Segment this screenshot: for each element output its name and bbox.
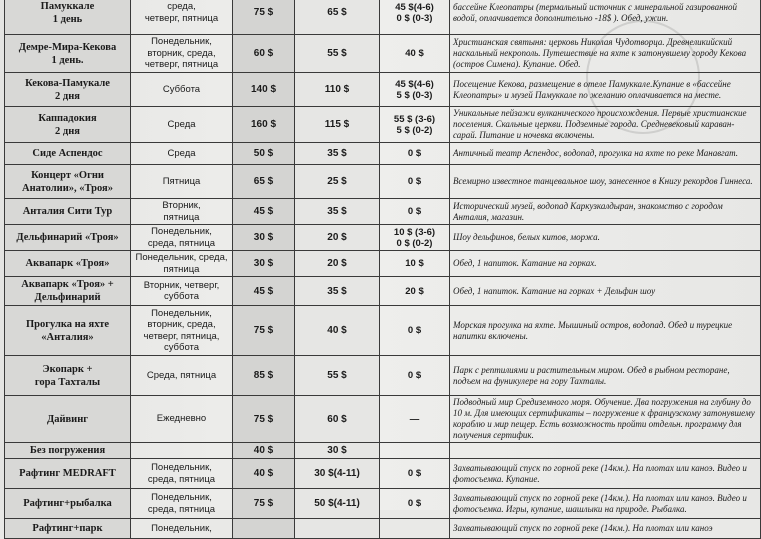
excursion-name-line: Демре-Мира-Кекова	[18, 41, 117, 53]
table-row	[5, 277, 761, 306]
excursion-days	[131, 0, 233, 35]
excursion-days	[131, 107, 233, 143]
price-kid-line: 0 $ (0-2)	[396, 237, 433, 249]
price-kid	[380, 489, 450, 519]
excursion-name	[5, 519, 131, 539]
excursion-days	[131, 73, 233, 107]
price-kid	[380, 356, 450, 396]
excursion-days-line: пятница	[163, 211, 200, 223]
table-row	[5, 519, 761, 539]
excursion-description: Античный театр Аспендос, водопад, прогулка на яхте по реке Манавгат.	[450, 143, 761, 165]
excursion-days	[131, 277, 233, 306]
excursion-days-line: Понедельник,	[151, 226, 212, 237]
excursion-name-line: Рафтинг+рыбалка	[23, 498, 112, 509]
price-kid	[380, 277, 450, 306]
excursion-name-line: 1 день	[52, 13, 83, 25]
excursion-days-line: Среда, пятница	[146, 369, 217, 381]
price-kid-line: 45 $(4-6)	[395, 78, 434, 90]
excursion-days-line: Понедельник, среда,	[135, 252, 228, 263]
price-adult: 30 $	[233, 225, 295, 251]
excursion-days-line: Среда	[167, 118, 196, 130]
price-adult: 40 $	[233, 459, 295, 489]
price-kid	[380, 306, 450, 356]
excursion-days-line: вторник, среда,	[147, 47, 216, 59]
excursion-days-line: суббота	[163, 342, 200, 353]
price-child: 20 $	[295, 251, 380, 277]
table-row	[5, 0, 761, 35]
price-adult: 160 $	[233, 107, 295, 143]
excursion-description: Обед, 1 напиток. Катание на горках.	[450, 251, 761, 277]
excursion-name	[5, 0, 131, 35]
excursion-name-line: Каппадокия	[38, 112, 97, 124]
excursion-days-line: среда, пятница	[147, 503, 216, 515]
price-child: 30 $	[295, 443, 380, 459]
excursion-days	[131, 143, 233, 165]
excursion-days	[131, 306, 233, 356]
excursion-days	[131, 165, 233, 199]
excursion-description: Захватывающий спуск по горной реке (14км.). На плотах или каноэ. Видео и фотосъемка. Купание.	[450, 459, 761, 489]
table-row	[5, 396, 761, 443]
excursion-days	[131, 443, 233, 459]
excursion-name	[5, 459, 131, 489]
price-kid-line: 55 $ (3-6)	[393, 113, 436, 125]
excursion-name-line: Без погружения	[29, 445, 106, 456]
excursion-description: бассейне Клеопатры (термальный источник с минеральной газированной водой, оплачивается дополнительно -18$ ). Обед, ужин.	[450, 0, 761, 35]
excursion-days-line: Вторник, четверг,	[143, 279, 220, 291]
price-kid-line: 0 $	[407, 176, 422, 187]
price-child: 60 $	[295, 396, 380, 443]
price-child: 30 $(4-11)	[295, 459, 380, 489]
price-adult: 75 $	[233, 0, 295, 35]
price-child: 35 $	[295, 199, 380, 225]
excursion-days-line: Суббота	[162, 83, 201, 95]
excursion-days-line: Понедельник,	[151, 462, 212, 473]
table-row	[5, 459, 761, 489]
excursion-days	[131, 356, 233, 396]
excursion-days-line: Вторник,	[162, 200, 201, 211]
excursion-days	[131, 225, 233, 251]
price-kid-line: 10 $	[405, 258, 424, 269]
excursion-name-line: Рафтинг+парк	[32, 523, 103, 534]
excursion-name-line: Рафтинг MEDRAFT	[19, 468, 116, 479]
table-row	[5, 143, 761, 165]
price-child: 35 $	[295, 143, 380, 165]
excursion-name	[5, 73, 131, 107]
price-child: 20 $	[295, 225, 380, 251]
table-row	[5, 165, 761, 199]
excursion-name-line: 2 дня	[55, 90, 80, 102]
excursion-description: Обед, 1 напиток. Катание на горках + Дельфин шоу	[450, 277, 761, 306]
price-adult	[233, 519, 295, 539]
price-kid	[380, 0, 450, 35]
excursion-description: Шоу дельфинов, белых китов, моржа.	[450, 225, 761, 251]
table-row	[5, 225, 761, 251]
excursion-name-line: гора Тахталы	[34, 376, 101, 388]
excursion-days	[131, 35, 233, 73]
excursion-description: Всемирно известное танцевальное шоу, занесенное в Книгу рекордов Гиннеса.	[450, 165, 761, 199]
price-kid-line: 0 $ (0-3)	[396, 12, 433, 24]
price-adult: 85 $	[233, 356, 295, 396]
table-row	[5, 251, 761, 277]
excursion-name-line: Дельфинарий «Троя»	[16, 232, 119, 243]
excursion-name-line: 1 день.	[51, 54, 84, 66]
excursion-days-line: Понедельник,	[151, 492, 212, 503]
excursion-name	[5, 225, 131, 251]
excursion-description: Парк с рептилиями и растительным миром. Обед в рыбном ресторане, подъем на фуникулере на гору Тахталы.	[450, 356, 761, 396]
excursion-name	[5, 35, 131, 73]
excursion-days-line: Среда	[167, 147, 196, 159]
excursion-days-line: вторник, среда,	[147, 319, 216, 330]
excursion-days-line: четверг, пятница	[144, 12, 219, 24]
excursion-name-line: Дайвинг	[46, 413, 89, 425]
price-adult: 50 $	[233, 143, 295, 165]
price-kid	[380, 165, 450, 199]
excursion-days	[131, 396, 233, 443]
table-row	[5, 306, 761, 356]
excursion-name-line: Анатолии», «Троя»	[22, 182, 113, 194]
price-adult: 45 $	[233, 277, 295, 306]
price-kid	[380, 459, 450, 489]
excursion-name-line: Анталия Сити Тур	[22, 206, 113, 217]
price-kid-line: 0 $	[407, 325, 422, 336]
excursion-days-line: Понедельник,	[151, 36, 212, 48]
excursion-name-line: Памуккале	[40, 0, 95, 12]
excursion-name-line: 2 дня	[55, 125, 80, 137]
excursion-name-line: Кекова-Памукале	[25, 77, 110, 89]
excursion-name	[5, 489, 131, 519]
price-kid-line: 10 $ (3-6)	[393, 226, 436, 238]
excursion-name	[5, 356, 131, 396]
price-kid-line: 0 $	[407, 468, 422, 479]
excursion-name-line: «Анталия»	[41, 331, 94, 343]
excursion-description: Захватывающий спуск по горной реке (14км.). На плотах или каноэ. Видео и фотосъемка. Игры, купание, шашлыки на природе. Рыбалка.	[450, 489, 761, 519]
excursion-description	[450, 443, 761, 459]
price-kid	[380, 199, 450, 225]
excursion-days	[131, 199, 233, 225]
price-kid	[380, 73, 450, 107]
price-adult: 140 $	[233, 73, 295, 107]
price-child: 65 $	[295, 0, 380, 35]
price-kid-line: —	[409, 413, 420, 425]
excursion-name	[5, 143, 131, 165]
excursion-name	[5, 277, 131, 306]
excursion-days-line: четверг, пятница,	[143, 330, 220, 342]
price-kid-line: 0 $	[407, 206, 422, 217]
excursion-name	[5, 306, 131, 356]
table-row	[5, 73, 761, 107]
excursion-days	[131, 489, 233, 519]
excursion-description: Исторический музей, водопад Каркузкалдыран, знакомство с городом Анталия, магазин.	[450, 199, 761, 225]
price-adult: 30 $	[233, 251, 295, 277]
price-kid	[380, 35, 450, 73]
excursion-days-line: Понедельник,	[151, 522, 212, 534]
price-adult: 75 $	[233, 489, 295, 519]
price-kid-line: 5 $ (0-3)	[396, 89, 433, 101]
excursion-description: Захватывающий спуск по горной реке (14км.). На плотах или каноэ	[450, 519, 761, 539]
excursion-days	[131, 251, 233, 277]
excursion-name	[5, 199, 131, 225]
excursion-name	[5, 165, 131, 199]
excursion-description: Посещение Кекова, размещение в отеле Памуккале.Купание в «бассейне Клеопатры» и музей Памуккале по желанию оплачивается на месте.	[450, 73, 761, 107]
excursion-days-line: среда, пятница	[147, 237, 216, 249]
price-child: 115 $	[295, 107, 380, 143]
price-kid	[380, 107, 450, 143]
price-child: 110 $	[295, 73, 380, 107]
price-kid-line: 40 $	[405, 48, 424, 59]
excursion-name-line: Дельфинарий	[34, 292, 101, 303]
table-row	[5, 107, 761, 143]
price-kid	[380, 143, 450, 165]
excursion-name	[5, 251, 131, 277]
excursion-name-line: Сиде Аспендос	[32, 148, 103, 159]
price-kid	[380, 519, 450, 539]
excursions-table	[4, 0, 761, 539]
excursion-description: Христианская святыня: церковь Николая Чудотворца. Древнеликийский наскальный некрополь. Путешествие на яхте к затонувшему городу Кекова (остров Симена). Купание. Обед.	[450, 35, 761, 73]
price-kid-line: 0 $	[407, 148, 422, 159]
excursion-name-line: Концерт «Огни	[31, 169, 104, 181]
price-adult: 75 $	[233, 396, 295, 443]
price-child: 50 $(4-11)	[295, 489, 380, 519]
excursion-name-line: Экопарк +	[42, 363, 93, 375]
excursion-days	[131, 459, 233, 489]
excursion-days-line: Пятница	[162, 175, 201, 187]
table-row	[5, 443, 761, 459]
excursion-name-line: Аквапарк «Троя» +	[21, 279, 114, 290]
table-row	[5, 489, 761, 519]
table-row	[5, 35, 761, 73]
excursion-description: Морская прогулка на яхте. Мышиный остров, водопад. Обед и турецкие напитки включены.	[450, 306, 761, 356]
price-kid-line: 5 $ (0-2)	[396, 124, 433, 136]
price-kid-line: 45 $(4-6)	[395, 1, 434, 13]
excursion-days-line: среда,	[167, 1, 196, 12]
price-adult: 65 $	[233, 165, 295, 199]
price-kid-line: 0 $	[407, 370, 422, 381]
table-row	[5, 199, 761, 225]
price-kid	[380, 225, 450, 251]
price-child: 40 $	[295, 306, 380, 356]
excursion-description: Подводный мир Средиземного моря. Обучение. Два погружения на глубину до 10 м. Для имеющих сертификаты – погружение к французскому затонувшему кораблю и мир пещер. Есть возможность пройти отдельн. программу для получения сертифик.	[450, 396, 761, 443]
price-child: 35 $	[295, 277, 380, 306]
excursion-days	[131, 519, 233, 539]
price-kid-line: 0 $	[407, 498, 422, 509]
price-adult: 45 $	[233, 199, 295, 225]
price-kid	[380, 396, 450, 443]
excursion-days-line: суббота	[163, 291, 200, 302]
excursion-name	[5, 396, 131, 443]
price-adult: 75 $	[233, 306, 295, 356]
price-child: 55 $	[295, 356, 380, 396]
excursion-days-line: Понедельник,	[151, 307, 212, 319]
price-kid	[380, 251, 450, 277]
price-adult: 40 $	[233, 443, 295, 459]
excursion-days-line: пятница	[163, 263, 200, 275]
price-child: 25 $	[295, 165, 380, 199]
excursion-name	[5, 443, 131, 459]
excursion-name-line: Аквапарк «Троя»	[25, 258, 110, 269]
price-adult: 60 $	[233, 35, 295, 73]
price-child	[295, 519, 380, 539]
price-kid	[380, 443, 450, 459]
table-row	[5, 356, 761, 396]
excursion-description: Уникальные пейзажи вулканического происхождения. Первые христианские поселения. Скальные церкви. Подземные города. Средневековый караван-сарай. Питание и ночевка включены.	[450, 107, 761, 143]
excursion-days-line: среда, пятница	[147, 473, 216, 485]
excursion-name-line: Прогулка на яхте	[25, 318, 110, 330]
price-child: 55 $	[295, 35, 380, 73]
price-kid-line: 20 $	[405, 285, 424, 297]
excursion-name	[5, 107, 131, 143]
excursion-days-line: четверг, пятница	[144, 59, 219, 71]
excursion-days-line: Ежедневно	[156, 413, 207, 425]
